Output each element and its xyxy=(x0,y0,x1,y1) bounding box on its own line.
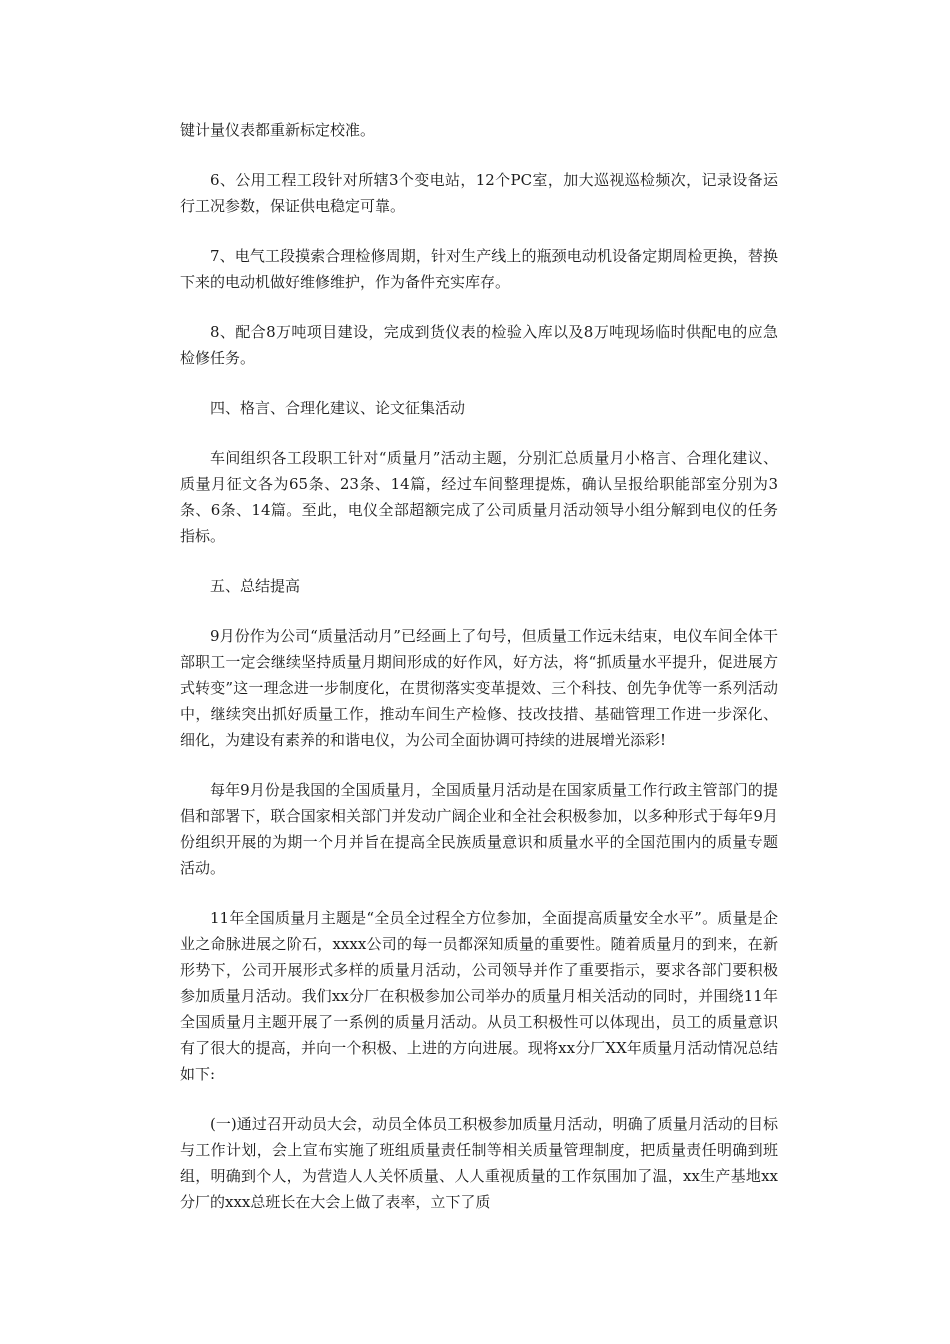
paragraph-item-one: (一)通过召开动员大会，动员全体员工积极参加质量月活动，明确了质量月活动的目标与工作计划，会上宣布实施了班组质量责任制等相关质量管理制度，把质量责任明确到班组，明确到个人，为营造人人关怀质量、人人重视质量的工作氛围加了温，xx生产基地xx分厂的xxx总班长在大会上做了表率，立下了质 xyxy=(180,1115,778,1211)
paragraph-quality-month-theme: 11年全国质量月主题是“全员全过程全方位参加，全面提高质量安全水平”。质量是企业之命脉进展之阶石，xxxx公司的每一员都深知质量的重要性。随着质量月的到来，在新形势下，公司开展形式多样的质量月活动，公司领导并作了重要指示，要求各部门要积极参加质量月活动。我们xx分厂在积极参加公司举办的质量月相关活动的同时，并围绕11年全国质量月主题开展了一系例的质量月活动。从员工积极性可以体现出，员工的质量意识有了很大的提高，并向一个积极、上进的方向进展。现将xx分厂XX年质量月活动情况总结如下: xyxy=(180,909,778,1083)
paragraph-item-7: 7、电气工段摸索合理检修周期，针对生产线上的瓶颈电动机设备定期周检更换，替换下来的电动机做好维修维护，作为备件充实库存。 xyxy=(180,247,778,291)
section-heading-5: 五、总结提高 xyxy=(210,577,301,595)
paragraph-item-6: 6、公用工程工段针对所辖3个变电站，12个PC室，加大巡视巡检频次，记录设备运行工况参数，保证供电稳定可靠。 xyxy=(180,171,778,215)
paragraph-continuation: 键计量仪表都重新标定校准。 xyxy=(180,121,376,139)
section-heading-4: 四、格言、合理化建议、论文征集活动 xyxy=(210,399,466,417)
document-body xyxy=(180,117,778,1239)
paragraph-quality-month-intro: 每年9月份是我国的全国质量月，全国质量月活动是在国家质量工作行政主管部门的提倡和部署下，联合国家相关部门并发动广阔企业和全社会积极参加，以多种形式于每年9月份组织开展的为期一个月并旨在提高全民族质量意识和质量水平的全国范围内的质量专题活动。 xyxy=(180,781,778,877)
paragraph-section-5-body: 9月份作为公司“质量活动月”已经画上了句号，但质量工作远未结束，电仪车间全体干部职工一定会继续坚持质量月期间形成的好作风，好方法，将“抓质量水平提升，促进展方式转变”这一理念进一步制度化，在贯彻落实变革提效、三个科技、创先争优等一系列活动中，继续突出抓好质量工作，推动车间生产检修、技改技措、基础管理工作进一步深化、细化，为建设有素养的和谐电仪，为公司全面协调可持续的进展增光添彩! xyxy=(180,627,778,749)
paragraph-section-4-body: 车间组织各工段职工针对“质量月”活动主题，分别汇总质量月小格言、合理化建议、质量月征文各为65条、23条、14篇，经过车间整理提炼，确认呈报给职能部室分别为3条、6条、14篇。至此，电仪全部超额完成了公司质量月活动领导小组分解到电仪的任务指标。 xyxy=(180,449,778,545)
paragraph-item-8: 8、配合8万吨项目建设，完成到货仪表的检验入库以及8万吨现场临时供配电的应急检修任务。 xyxy=(180,323,778,367)
